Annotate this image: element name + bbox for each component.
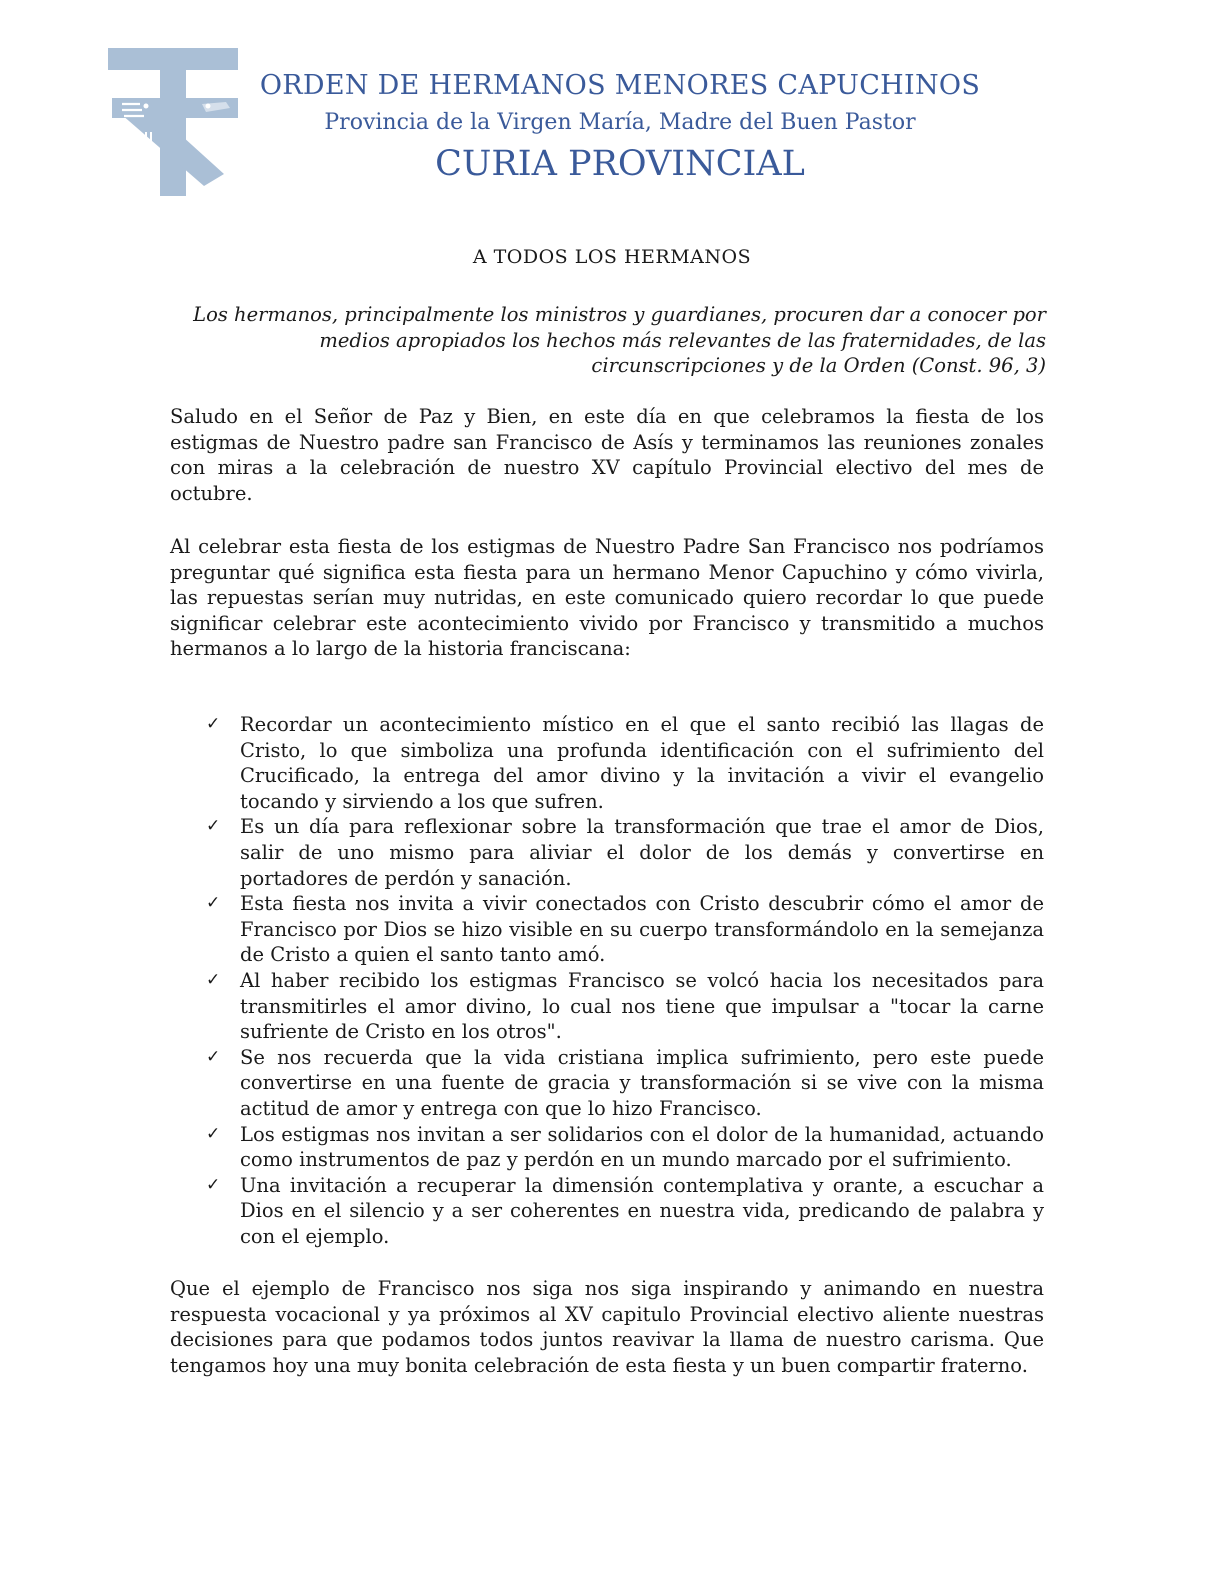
paragraph-introduction: Al celebrar esta fiesta de los estigmas de Nuestro Padre San Francisco nos podríamos preguntar qué significa esta fiesta para un hermano Menor Capuchino y cómo vivirla, las repuestas serían muy nutridas, en este comunicado quiero recordar lo que puede significar celebrar este acontecimiento vivido por Francisco y transmitido a muchos hermanos a lo largo de la historia franciscana:: [170, 535, 1044, 661]
franciscan-tau-cross-logo: [106, 46, 242, 198]
list-item-text: Recordar un acontecimiento místico en el que el santo recibió las llagas de Cristo, lo que simboliza una profunda identificación con el sufrimiento del Crucificado, la entrega del amor divino y la invitación a vivir el evangelio tocando y sirviendo a los que sufren.: [240, 713, 1044, 813]
paragraph-greeting: Saludo en el Señor de Paz y Bien, en este día en que celebramos la fiesta de los estigmas de Nuestro padre san Francisco de Asís y terminamos las reuniones zonales con miras a la celebración de nuestro XV capítulo Provincial electivo del mes de octubre.: [170, 405, 1044, 505]
list-item: [170, 712, 1044, 814]
list-item-text: Al haber recibido los estigmas Francisco se volcó hacia los necesitados para transmitirles el amor divino, lo cual nos tiene que impulsar a "tocar la carne sufriente de Cristo en los otros".: [240, 968, 1044, 1044]
list-item: [170, 1045, 1044, 1122]
list-item: [170, 968, 1044, 1045]
paragraph-closing: Que el ejemplo de Francisco nos siga nos siga inspirando y animando en nuestra respuesta vocacional y ya próximos al XV capitulo Provincial electivo aliente nuestras decisiones para que podamos todos juntos reavivar la llama de nuestro carisma. Que tengamos hoy una muy bonita celebración de esta fiesta y un buen compartir fraterno.: [170, 1277, 1044, 1377]
checkmark-icon: ✓: [206, 893, 221, 914]
list-item-text: Una invitación a recuperar la dimensión contemplativa y orante, a escuchar a Dios en el silencio y a ser coherentes en nuestra vida, predicando de palabra y con el ejemplo.: [240, 1173, 1044, 1248]
order-name: ORDEN DE HERMANOS MENORES CAPUCHINOS: [259, 70, 981, 101]
checkmark-icon: ✓: [206, 969, 221, 990]
epigraph-quote: Los hermanos, principalmente los ministros y guardianes, procuren dar a conocer por medios apropiados los hechos más relevantes de las fraternidades, de las circunscripciones y de la Orden (Const. 96, 3): [193, 303, 1046, 378]
checkmark-icon: ✓: [206, 1046, 221, 1067]
list-item-text: Es un día para reflexionar sobre la transformación que trae el amor de Dios, salir de uno mismo para aliviar el dolor de los demás y convertirse en portadores de perdón y sanación.: [240, 815, 1044, 890]
addressee-heading: A TODOS LOS HERMANOS: [472, 246, 752, 268]
list-item: [170, 1173, 1044, 1250]
checkmark-icon: ✓: [206, 1123, 221, 1144]
list-item-text: Los estigmas nos invitan a ser solidarios con el dolor de la humanidad, actuando como instrumentos de paz y perdón en un mundo marcado por el sufrimiento.: [240, 1122, 1044, 1172]
checkmark-icon: ✓: [206, 714, 221, 734]
checkmark-icon: ✓: [206, 816, 221, 837]
list-item: [170, 891, 1044, 968]
checklist: [170, 712, 1044, 1249]
curia-title: CURIA PROVINCIAL: [435, 144, 805, 184]
list-item: [170, 814, 1044, 891]
list-item-text: Se nos recuerda que la vida cristiana implica sufrimiento, pero este puede convertirse en una fuente de gracia y transformación si se vive con la misma actitud de amor y entrega con que lo hizo Francisco.: [240, 1045, 1044, 1120]
province-name: Provincia de la Virgen María, Madre del Buen Pastor: [324, 110, 916, 135]
checkmark-icon: ✓: [206, 1174, 221, 1195]
list-item-text: Esta fiesta nos invita a vivir conectados con Cristo descubrir cómo el amor de Francisco por Dios se hizo visible en su cuerpo transformándolo en la semejanza de Cristo a quien el santo tanto amó.: [240, 892, 1044, 967]
list-item: [170, 1122, 1044, 1173]
